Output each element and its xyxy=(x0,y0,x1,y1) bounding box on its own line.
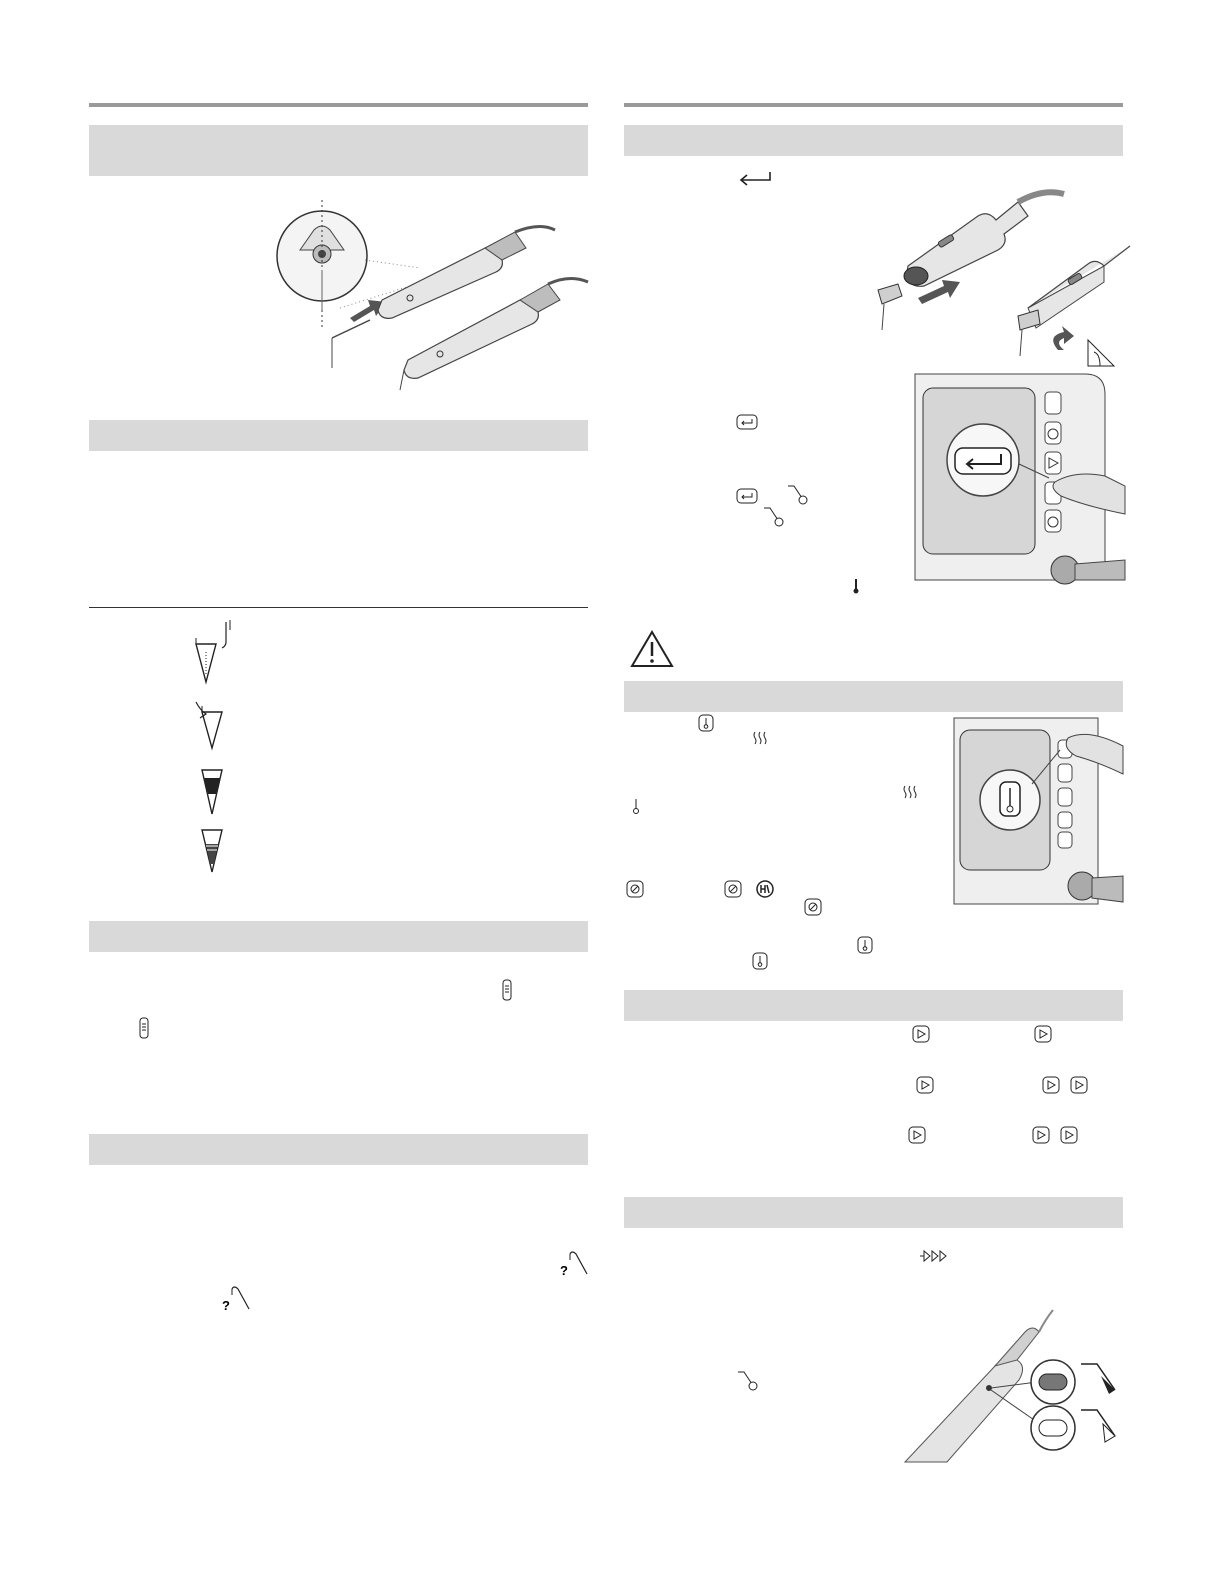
svg-text:?: ? xyxy=(222,1298,230,1313)
thermometer-icon xyxy=(632,798,640,814)
control-panel-heat-illustration xyxy=(948,718,1123,904)
irrigation-button-icon xyxy=(724,880,742,898)
left-section-header-2 xyxy=(89,420,588,451)
thermometer-icon xyxy=(852,578,860,594)
right-section-header-1 xyxy=(624,125,1123,156)
left-section-header-1 xyxy=(89,125,588,176)
file-tip-icon xyxy=(764,506,786,528)
tip-diagram-4 xyxy=(192,826,242,876)
warning-triangle-icon xyxy=(630,630,674,668)
control-panel-enter-illustration xyxy=(905,374,1125,580)
thermometer-icon xyxy=(698,714,714,732)
tip-diagram-1 xyxy=(192,618,242,688)
irrigation-button-icon xyxy=(804,898,822,916)
play-button-icon xyxy=(1060,1126,1078,1144)
unknown-file-icon xyxy=(560,1250,588,1276)
play-button-icon xyxy=(1034,1025,1052,1043)
enter-key-icon xyxy=(736,488,758,504)
thermometer-icon xyxy=(752,952,768,970)
svg-text:?: ? xyxy=(560,1263,568,1278)
tip-wrench-illustration xyxy=(868,180,1130,370)
play-button-icon xyxy=(908,1126,926,1144)
right-section-header-2 xyxy=(624,681,1123,712)
unknown-file-icon xyxy=(222,1285,250,1311)
left-top-rule xyxy=(89,103,588,107)
fast-forward-icon xyxy=(918,1250,952,1262)
heat-waves-icon xyxy=(902,784,918,800)
left-section-header-3 xyxy=(89,921,588,952)
level-indicator-icon xyxy=(139,1017,149,1039)
irrigation-off-icon xyxy=(756,880,774,898)
right-top-rule xyxy=(624,103,1123,107)
enter-key-icon xyxy=(736,414,758,430)
table-top-rule xyxy=(89,607,588,608)
file-tip-icon xyxy=(738,1370,760,1392)
left-section-header-4 xyxy=(89,1134,588,1165)
play-button-icon xyxy=(1070,1076,1088,1094)
play-button-icon xyxy=(1032,1126,1050,1144)
play-button-icon xyxy=(912,1025,930,1043)
play-button-icon xyxy=(1042,1076,1060,1094)
file-tip-icon xyxy=(788,484,810,506)
tip-diagram-2 xyxy=(192,698,242,754)
handpiece-insertion-illustration xyxy=(270,190,590,400)
right-section-header-3 xyxy=(624,990,1123,1021)
heat-waves-icon xyxy=(752,730,768,746)
right-section-header-4 xyxy=(624,1197,1123,1228)
handpiece-indicator-illustration xyxy=(905,1310,1125,1462)
level-indicator-icon xyxy=(502,979,512,1001)
thermometer-icon xyxy=(857,936,873,954)
enter-key-icon xyxy=(738,170,772,186)
irrigation-button-icon xyxy=(626,880,644,898)
tip-diagram-3 xyxy=(192,766,242,818)
play-button-icon xyxy=(916,1076,934,1094)
